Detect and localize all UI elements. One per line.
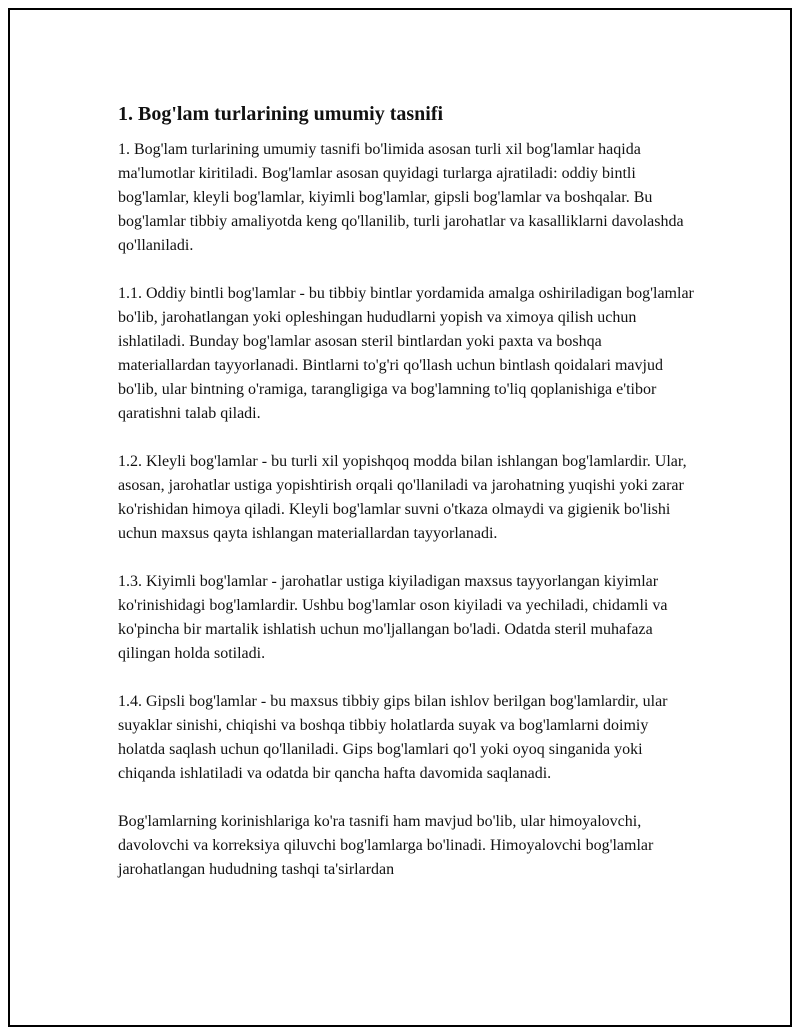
paragraph-classification: Bog'lamlarning korinishlariga ko'ra tasnifi ham mavjud bo'lib, ular himoyalovchi, davolovchi va korreksiya qiluvchi bog'lamlarga bo'linadi. Himoyalovchi bog'lamlar jarohatlangan hududning tashqi ta'sirlardan [118,813,654,878]
paragraph-bandage-binti: 1.1. Oddiy bintli bog'lamlar - bu tibbiy bintlar yordamida amalga oshiriladigan bog'lamlar bo'lib, jarohatlangan yoki opleshingan hududlarni yopish va ximoya qilish uchun ishlatiladi. Bunday bog'lamlar asosan steril bintlardan yoki paxta va boshqa materiallardan tayyorlanadi. Bintlarni to'g'ri qo'llash uchun bintlash qoidalari mavjud bo'lib, ular bintning o'ramiga, tarangligiga va bog'lamning to'liq qoplanishiga e'tibor qaratishni talab qiladi. [118,285,694,422]
paragraph-garment-bandage: 1.3. Kiyimli bog'lamlar - jarohatlar ustiga kiyiladigan maxsus tayyorlangan kiyimlar ko'rinishidagi bog'lamlardir. Ushbu bog'lamlar oson kiyiladi va yechiladi, chidamli va ko'pincha bir martalik ishlatish uchun mo'ljallangan bo'ladi. Odatda steril muhafaza qilingan holda sotiladi. [118,573,668,662]
document-body [118,100,698,882]
paragraph-intro: 1. Bog'lam turlarining umumiy tasnifi bo'limida asosan turli xil bog'lamlar haqida ma'lumotlar kiritiladi. Bog'lamlar asosan quyidagi turlarga ajratiladi: oddiy bintli bog'lamlar, kleyli bog'lamlar, kiyimli bog'lamlar, gipsli bog'lamlar va boshqalar. Bu bog'lamlar tibbiy amaliyotda keng qo'llanilib, turli jarohatlar va kasalliklarni davolashda qo'llaniladi. [118,141,684,254]
page-frame [8,8,792,1027]
page-title: 1. Bog'lam turlarining umumiy tasnifi [118,103,444,125]
paragraph-plaster-bandage: 1.4. Gipsli bog'lamlar - bu maxsus tibbiy gips bilan ishlov berilgan bog'lamlardir, ular suyaklar sinishi, chiqishi va boshqa tibbiy holatlarda suyak va bog'lamlarni doimiy holatda saqlash uchun qo'llaniladi. Gips bog'lamlari qo'l yoki oyoq singanida yoki chiqanda ishlatiladi va odatda bir qancha hafta davomida saqlanadi. [118,693,668,782]
paragraph-adhesive-bandage: 1.2. Kleyli bog'lamlar - bu turli xil yopishqoq modda bilan ishlangan bog'lamlardir. Ular, asosan, jarohatlar ustiga yopishtirish orqali qo'llaniladi va jarohatning yuqishi yoki zarar ko'rishidan himoya qiladi. Kleyli bog'lamlar suvni o'tkaza olmaydi va gigienik bo'lishi uchun maxsus qayta ishlangan materiallardan tayyorlanadi. [118,453,687,542]
